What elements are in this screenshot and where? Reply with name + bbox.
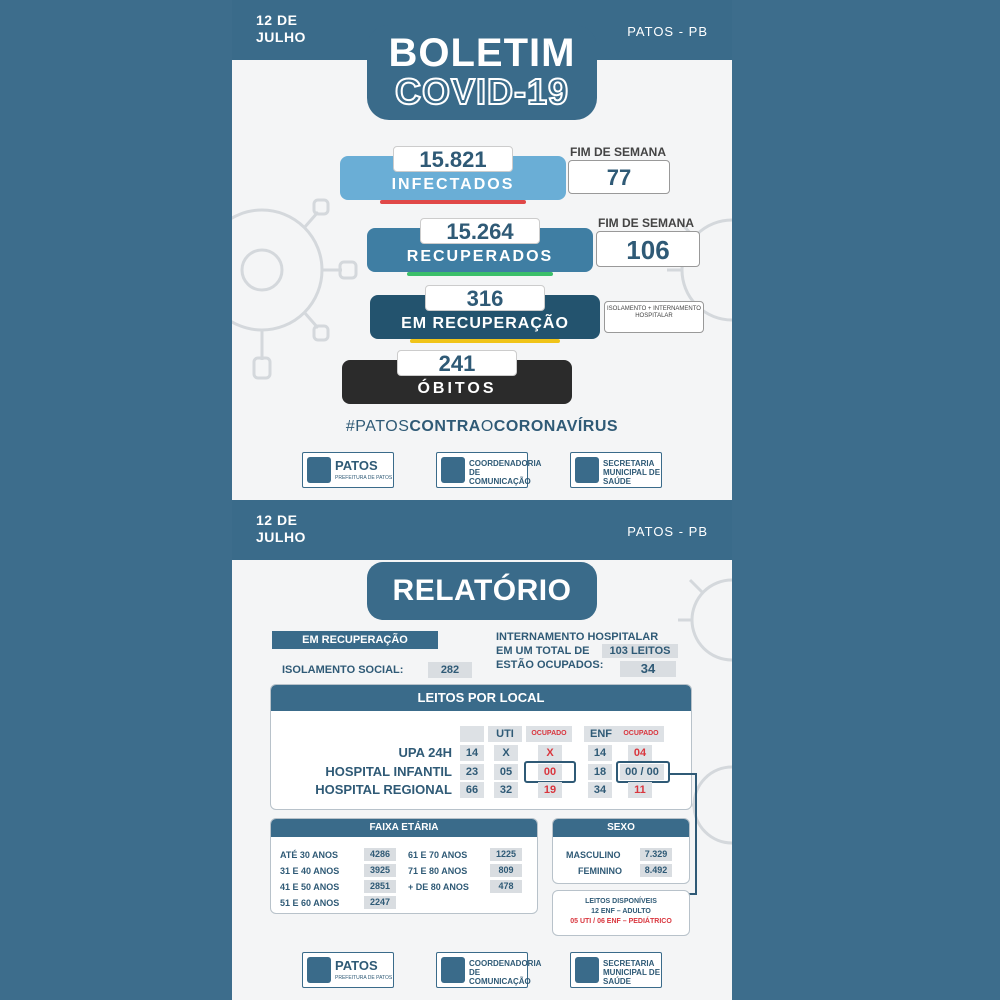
virus-decoration-icon — [662, 170, 732, 370]
internamento-line2: EM UM TOTAL DE — [496, 645, 590, 657]
em-recuperacao-tag: EM RECUPERAÇÃO — [272, 631, 438, 649]
em-recuperacao-card — [370, 286, 600, 339]
place-label: PATOS - PB — [627, 524, 708, 539]
internamento-leitos: 103 LEITOS — [602, 644, 678, 658]
col-enf: ENF — [584, 726, 618, 742]
faixa-value: 3925 — [364, 864, 396, 877]
row-label: HOSPITAL REGIONAL — [315, 782, 452, 797]
faixa-label: 71 E 80 ANOS — [408, 866, 468, 876]
recuperados-value: 15.264 — [420, 218, 540, 244]
faixa-label: 51 E 60 ANOS — [280, 898, 340, 908]
recuperados-card — [367, 219, 593, 272]
page-title: BOLETIM COVID-19 — [367, 25, 597, 120]
crest-icon — [307, 457, 331, 483]
date-label: 12 DE JULHO — [256, 12, 306, 45]
recuperados-side-value: 106 — [596, 231, 700, 267]
faixa-value: 809 — [490, 864, 522, 877]
date-label: 12 DE JULHO — [256, 512, 306, 545]
recuperados-side-label: FIM DE SEMANA — [598, 216, 694, 230]
faixa-value: 478 — [490, 880, 522, 893]
table-cell: 34 — [588, 782, 612, 798]
obitos-value: 241 — [397, 350, 517, 376]
crest-icon — [575, 957, 599, 983]
faixa-label: 61 E 70 ANOS — [408, 850, 468, 860]
logo-prefeitura: PATOS PREFEITURA DE PATOS — [302, 952, 394, 988]
crest-icon — [307, 957, 331, 983]
faixa-value: 2247 — [364, 896, 396, 909]
faixa-value: 2851 — [364, 880, 396, 893]
obitos-card — [342, 351, 572, 404]
internamento-ocupados: 34 — [620, 661, 676, 677]
highlight-box — [524, 761, 576, 783]
table-cell: 32 — [494, 782, 518, 798]
isolamento-value: 282 — [428, 662, 472, 678]
em-recuperacao-label: EM RECUPERAÇÃO — [401, 315, 569, 332]
col-uti: UTI — [488, 726, 522, 742]
faixa-label: 41 E 50 ANOS — [280, 882, 340, 892]
sexo-title: SEXO — [553, 819, 689, 837]
internamento-line3: ESTÃO OCUPADOS: — [496, 659, 604, 671]
feminino-label: FEMININO — [578, 866, 622, 876]
infectados-label: INFECTADOS — [391, 176, 515, 193]
boletim-panel — [232, 0, 732, 500]
em-recuperacao-value: 316 — [425, 285, 545, 311]
faixa-value: 1225 — [490, 848, 522, 861]
crest-icon — [441, 457, 465, 483]
hashtag: #PATOSCONTRAOCORONAVÍRUS — [345, 418, 619, 435]
logo-comunicacao: COORDENADORIA DE COMUNICAÇÃO — [436, 452, 528, 488]
table-cell: X — [494, 745, 518, 761]
infectados-card — [340, 147, 566, 200]
internamento-line1: INTERNAMENTO HOSPITALAR — [496, 631, 659, 643]
place-label: PATOS - PB — [627, 24, 708, 39]
em-recuperacao-note: ISOLAMENTO + INTERNAMENTO HOSPITALAR — [604, 301, 704, 333]
table-cell: 14 — [460, 745, 484, 761]
table-cell: 66 — [460, 782, 484, 798]
logo-saude: SECRETARIA MUNICIPAL DE SAÚDE — [570, 452, 662, 488]
faixa-label: ATÉ 30 ANOS — [280, 850, 339, 860]
infectados-value: 15.821 — [393, 146, 513, 172]
crest-icon — [441, 957, 465, 983]
masculino-value: 7.329 — [640, 848, 672, 861]
feminino-value: 8.492 — [640, 864, 672, 877]
faixa-title: FAIXA ETÁRIA — [271, 819, 537, 837]
row-label: HOSPITAL INFANTIL — [325, 764, 452, 779]
table-cell: 14 — [588, 745, 612, 761]
table-cell: 23 — [460, 764, 484, 780]
virus-decoration-icon — [672, 560, 732, 680]
leitos-title: LEITOS POR LOCAL — [271, 685, 691, 711]
logo-saude: SECRETARIA MUNICIPAL DE SAÚDE — [570, 952, 662, 988]
obitos-label: ÓBITOS — [417, 380, 497, 397]
col-enf-ocupado: OCUPADO — [618, 726, 664, 742]
relatorio-panel — [232, 500, 732, 1000]
logo-comunicacao: COORDENADORIA DE COMUNICAÇÃO — [436, 952, 528, 988]
infectados-side-value: 77 — [568, 160, 670, 194]
infectados-side-label: FIM DE SEMANA — [570, 145, 666, 159]
faixa-label: + DE 80 ANOS — [408, 882, 469, 892]
table-cell: 00 — [538, 764, 562, 780]
crest-icon — [575, 457, 599, 483]
recuperados-label: RECUPERADOS — [406, 248, 554, 265]
row-label: UPA 24H — [398, 745, 452, 760]
table-cell: 19 — [538, 782, 562, 798]
table-cell: 18 — [588, 764, 612, 780]
page-title: RELATÓRIO — [367, 562, 597, 620]
table-cell: 00 / 00 — [620, 764, 664, 780]
isolamento-label: ISOLAMENTO SOCIAL: — [282, 664, 404, 676]
table-cell: X — [538, 745, 562, 761]
table-cell: 05 — [494, 764, 518, 780]
table-cell: 04 — [628, 745, 652, 761]
faixa-label: 31 E 40 ANOS — [280, 866, 340, 876]
table-cell: 11 — [628, 782, 652, 798]
masculino-label: MASCULINO — [566, 850, 621, 860]
col-uti-ocupado: OCUPADO — [526, 726, 572, 742]
faixa-value: 4286 — [364, 848, 396, 861]
logo-prefeitura: PATOS PREFEITURA DE PATOS — [302, 452, 394, 488]
leitos-disponiveis: LEITOS DISPONÍVEIS 12 ENF – ADULTO 05 UTI / 06 ENF – PEDIÁTRICO — [552, 890, 690, 936]
